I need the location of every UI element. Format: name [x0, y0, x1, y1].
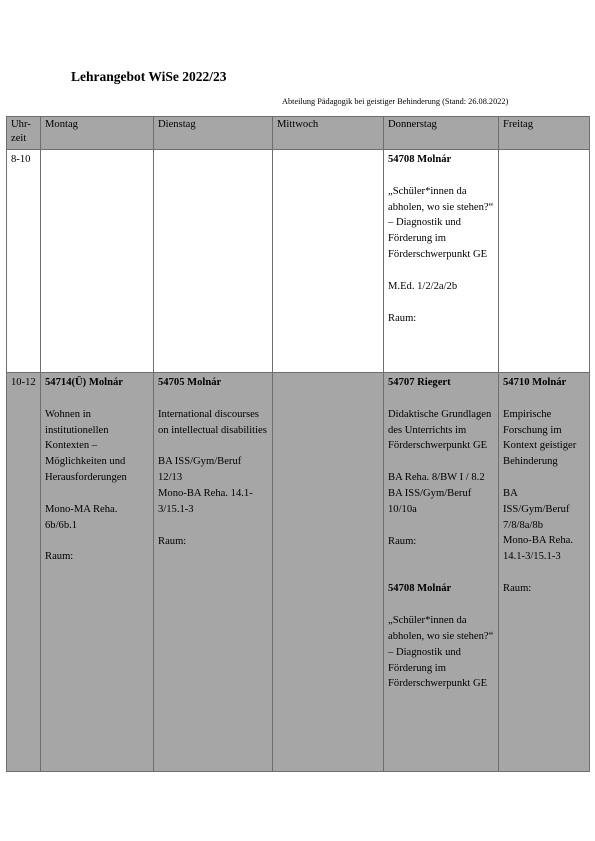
- course-modules: BA ISS/Gym/Beruf 12/13: [158, 456, 242, 484]
- course-modules: Mono-BA Reha. 14.1-3/15.1-3: [503, 535, 574, 563]
- course-modules: BA ISS/Gym/Beruf 10/10a: [388, 487, 472, 515]
- time-cell: 10-12: [7, 373, 41, 772]
- friday-cell: [499, 373, 590, 772]
- course-code: 54708 Molnár: [388, 154, 452, 165]
- schedule-table: [6, 116, 590, 772]
- table-row: [7, 150, 590, 373]
- course-room: Raum:: [45, 551, 74, 563]
- header-friday: Freitag: [499, 117, 590, 150]
- document-subtitle: Abteilung Pädagogik bei geistiger Behinderung (Stand: 26.08.2022): [282, 97, 509, 106]
- course-modules: Mono-MA Reha. 6b/6b.1: [45, 503, 118, 531]
- course-title: „Schüler*innen da abholen, wo sie stehen?“ – Diagnostik und Förderung im Förderschwerpunkt GE: [388, 615, 494, 690]
- course-title: Empirische Forschung im Kontext geistiger Behinderung: [503, 408, 577, 468]
- monday-cell: [41, 150, 154, 373]
- thursday-cell: [384, 150, 499, 373]
- course-code: 54708 Molnár: [388, 583, 452, 595]
- course-room: Raum:: [388, 535, 417, 547]
- table-row: [7, 373, 590, 772]
- time-cell: 8-10: [7, 150, 41, 373]
- friday-cell: [499, 150, 590, 373]
- course-title: International discourses on intellectual disabilities: [158, 408, 267, 436]
- monday-cell: [41, 373, 154, 772]
- course-code: 54705 Molnár: [158, 377, 222, 388]
- course-modules: Mono-BA Reha. 14.1-3/15.1-3: [158, 487, 253, 515]
- course-room: Raum:: [158, 535, 187, 547]
- wednesday-cell: [273, 373, 384, 772]
- course-modules: BA ISS/Gym/Beruf 7/8/8a/8b: [503, 487, 570, 531]
- course-code: 54710 Molnár: [503, 377, 567, 388]
- document-title: Lehrangebot WiSe 2022/23: [71, 69, 227, 84]
- header-tuesday: Dienstag: [154, 117, 273, 150]
- header-monday: Montag: [41, 117, 154, 150]
- tuesday-cell: [154, 373, 273, 772]
- header-thursday: Donnerstag: [384, 117, 499, 150]
- course-modules: BA Reha. 8/BW I / 8.2: [388, 472, 485, 484]
- wednesday-cell: [273, 150, 384, 373]
- tuesday-cell: [154, 150, 273, 373]
- course-title: Wohnen in institutionellen Kontexten – Möglichkeiten und Herausforderungen: [45, 408, 127, 483]
- thursday-cell: [384, 373, 499, 772]
- header-wednesday: Mittwoch: [273, 117, 384, 150]
- course-code: 54714(Ü) Molnár: [45, 377, 123, 388]
- course-room: Raum:: [388, 312, 417, 324]
- header-time: Uhr-zeit: [7, 117, 41, 150]
- course-modules: M.Ed. 1/2/2a/2b: [388, 280, 458, 292]
- course-title: Didaktische Grundlagen des Unterrichts im Förderschwerpunkt GE: [388, 408, 492, 452]
- course-code: 54707 Riegert: [388, 377, 451, 388]
- table-header-row: [7, 117, 590, 150]
- course-room: Raum:: [503, 582, 532, 594]
- course-title: „Schüler*innen da abholen, wo sie stehen?“ – Diagnostik und Förderung im Förderschwerpunkt GE: [388, 185, 494, 260]
